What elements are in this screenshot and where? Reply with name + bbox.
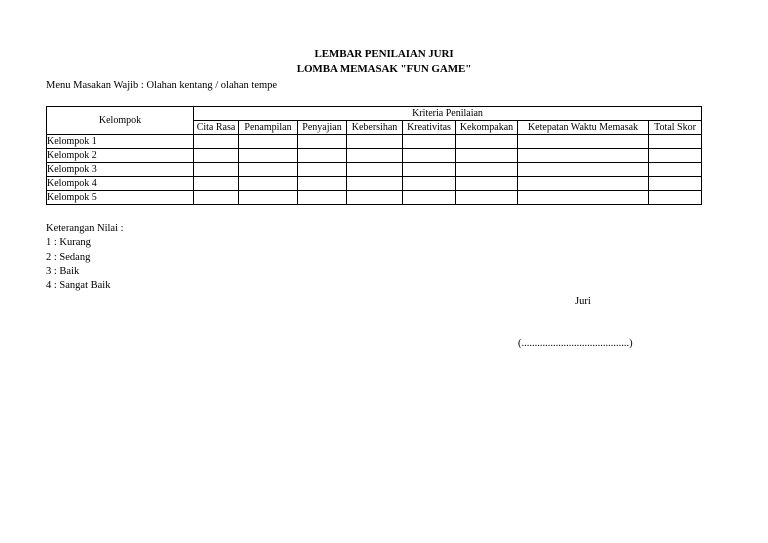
column-header: Cita Rasa (194, 121, 239, 135)
score-cell[interactable] (456, 177, 518, 191)
score-cell[interactable] (403, 191, 456, 205)
scoring-table (46, 106, 702, 205)
score-cell[interactable] (403, 135, 456, 149)
score-cell[interactable] (239, 163, 298, 177)
score-cell[interactable] (456, 135, 518, 149)
score-cell[interactable] (403, 177, 456, 191)
column-header: Kebersihan (347, 121, 403, 135)
table-row (47, 149, 702, 163)
score-cell[interactable] (518, 191, 649, 205)
group-column-header: Kelompok (47, 107, 194, 135)
group-name-cell: Kelompok 4 (47, 177, 194, 191)
score-cell[interactable] (347, 177, 403, 191)
group-name-cell: Kelompok 2 (47, 149, 194, 163)
table-row (47, 191, 702, 205)
score-legend (46, 222, 124, 293)
score-cell[interactable] (518, 177, 649, 191)
score-cell[interactable] (649, 135, 702, 149)
score-cell[interactable] (298, 191, 347, 205)
score-cell[interactable] (347, 135, 403, 149)
score-cell[interactable] (194, 163, 239, 177)
column-header: Kekompakan (456, 121, 518, 135)
score-cell[interactable] (518, 163, 649, 177)
column-header: Penyajian (298, 121, 347, 135)
judge-label: Juri (575, 296, 591, 307)
score-cell[interactable] (298, 177, 347, 191)
score-cell[interactable] (239, 177, 298, 191)
menu-description: Menu Masakan Wajib : Olahan kentang / olahan tempe (46, 80, 278, 91)
score-cell[interactable] (347, 149, 403, 163)
table-row (47, 177, 702, 191)
score-cell[interactable] (347, 163, 403, 177)
score-cell[interactable] (298, 163, 347, 177)
score-cell[interactable] (649, 177, 702, 191)
legend-title: Keterangan Nilai : (46, 223, 124, 234)
page-subtitle: LOMBA MEMASAK "FUN GAME" (296, 63, 472, 75)
score-cell[interactable] (239, 135, 298, 149)
table-row (47, 163, 702, 177)
column-header: Penampilan (239, 121, 298, 135)
legend-item: 1 : Kurang (46, 237, 91, 249)
signature-line: (.........................................) (518, 338, 633, 349)
score-cell[interactable] (298, 149, 347, 163)
group-name-cell: Kelompok 3 (47, 163, 194, 177)
table-row (47, 135, 702, 149)
legend-item: 2 : Sedang (46, 251, 91, 263)
score-cell[interactable] (456, 163, 518, 177)
column-header: Kreativitas (403, 121, 456, 135)
score-cell[interactable] (239, 149, 298, 163)
legend-item: 3 : Baik (46, 265, 80, 277)
score-cell[interactable] (403, 163, 456, 177)
score-cell[interactable] (194, 149, 239, 163)
score-cell[interactable] (649, 149, 702, 163)
column-header: Ketepatan Waktu Memasak (518, 121, 649, 135)
score-cell[interactable] (347, 191, 403, 205)
score-cell[interactable] (194, 191, 239, 205)
score-cell[interactable] (518, 149, 649, 163)
score-cell[interactable] (194, 135, 239, 149)
group-name-cell: Kelompok 5 (47, 191, 194, 205)
group-name-cell: Kelompok 1 (47, 135, 194, 149)
score-cell[interactable] (403, 149, 456, 163)
score-cell[interactable] (518, 135, 649, 149)
score-cell[interactable] (649, 191, 702, 205)
legend-item: 4 : Sangat Baik (46, 280, 111, 292)
score-cell[interactable] (239, 191, 298, 205)
score-cell[interactable] (194, 177, 239, 191)
page-title: LEMBAR PENILAIAN JURI (314, 48, 454, 60)
score-cell[interactable] (456, 191, 518, 205)
score-cell[interactable] (456, 149, 518, 163)
score-cell[interactable] (649, 163, 702, 177)
score-cell[interactable] (298, 135, 347, 149)
criteria-header: Kriteria Penilaian (194, 107, 702, 121)
column-header: Total Skor (649, 121, 702, 135)
